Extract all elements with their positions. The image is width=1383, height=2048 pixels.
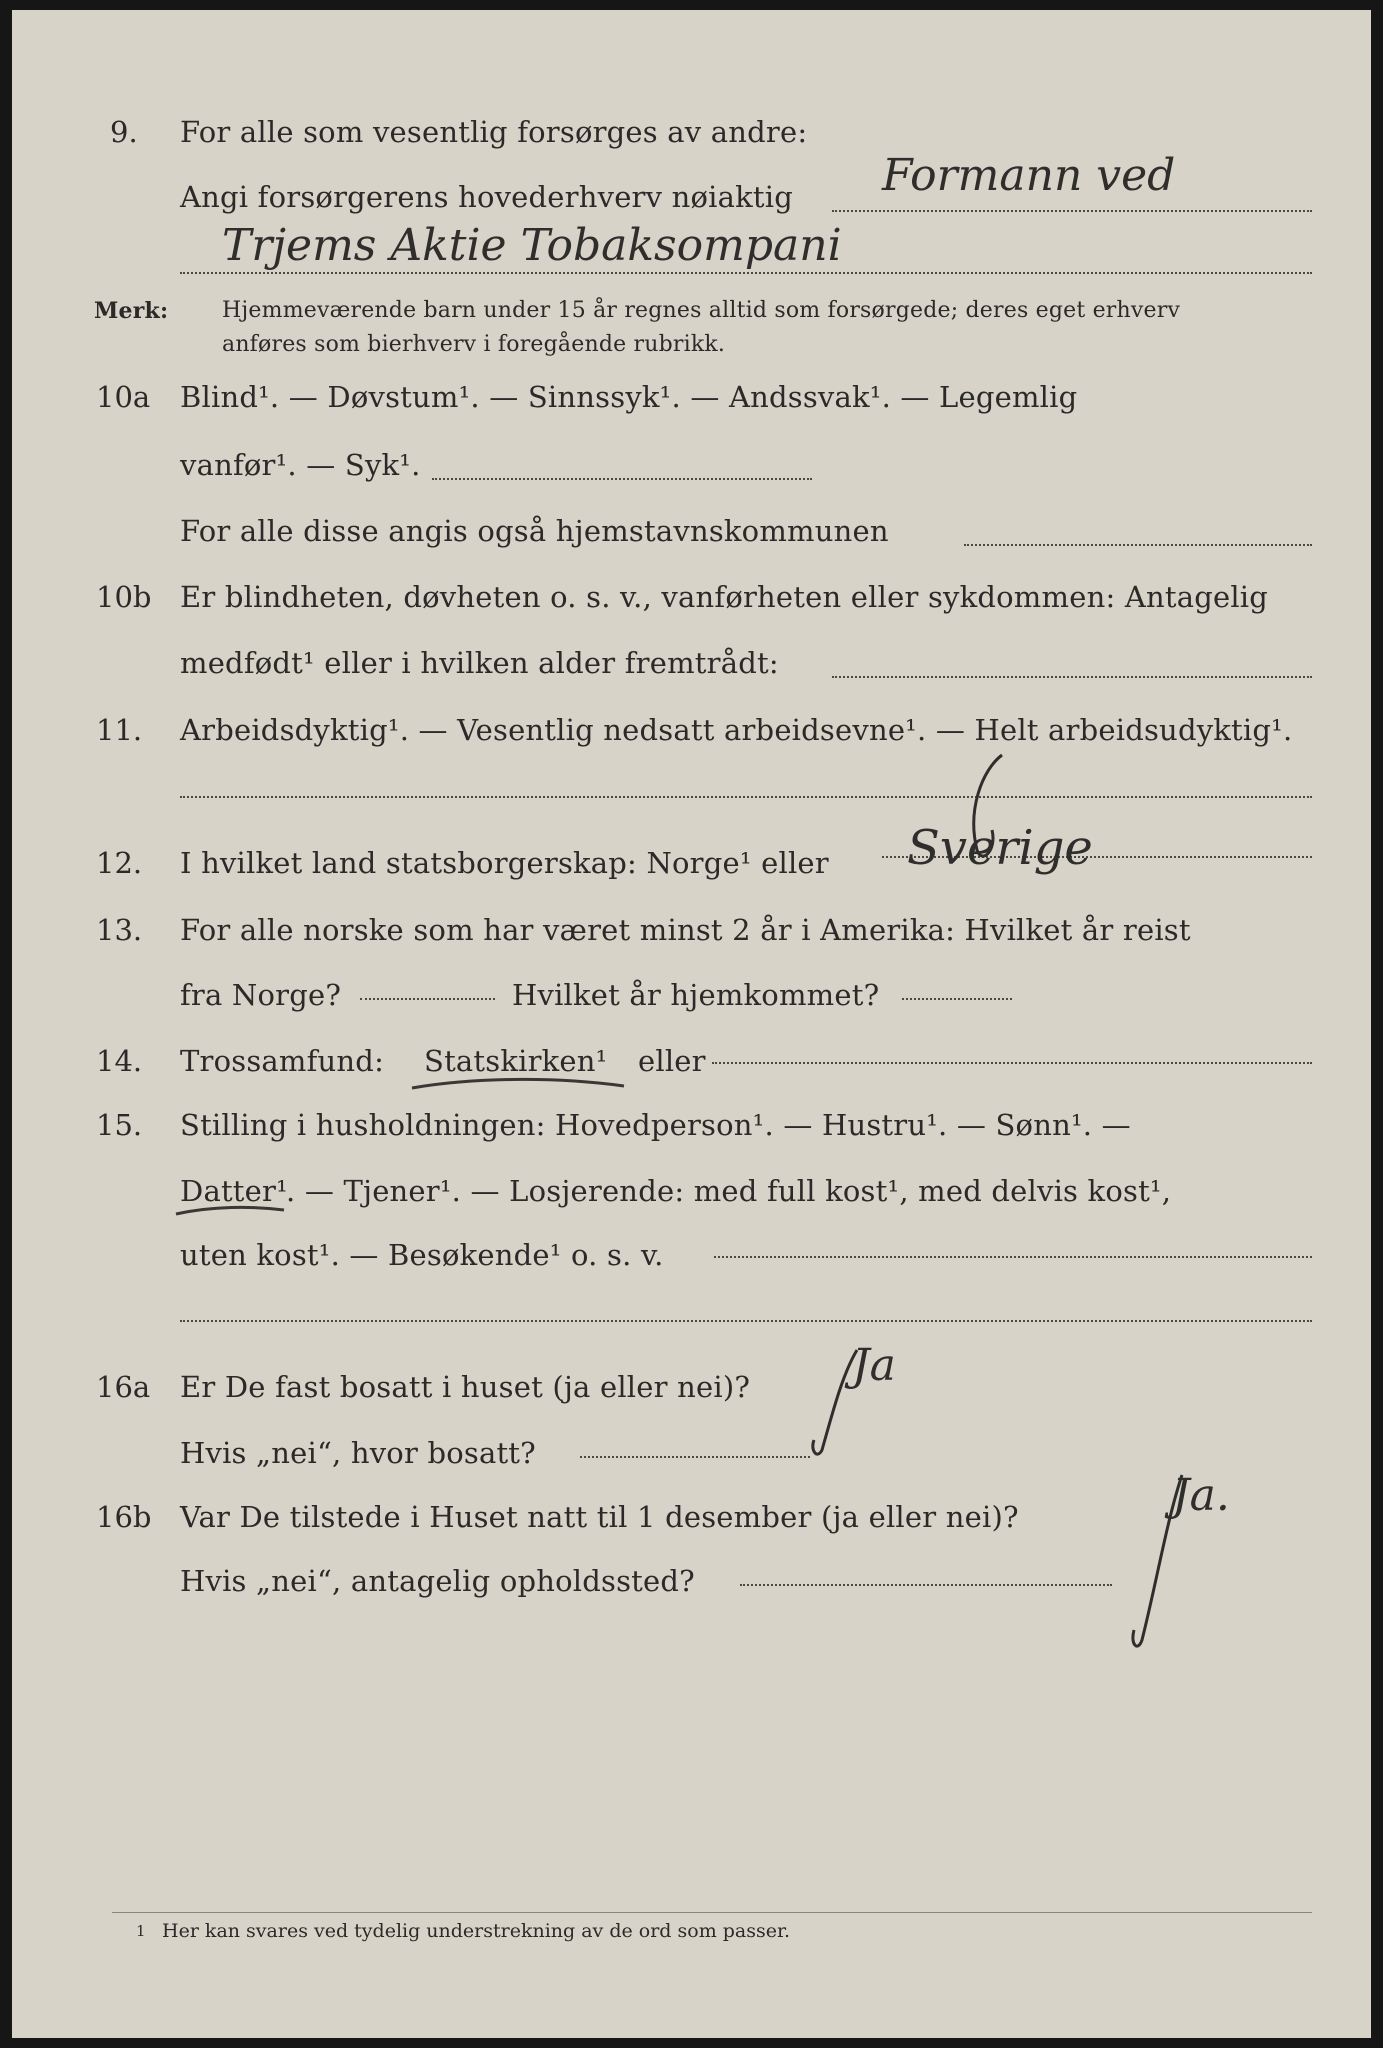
q13-line-1: For alle norske som har været minst 2 år i Amerika: Hvilket år reist xyxy=(180,913,1191,947)
footnote-divider xyxy=(112,1912,1312,1913)
q14-answer-line xyxy=(712,1062,1312,1064)
q15-line-1: Stilling i husholdningen: Hovedperson¹. — Hustru¹. — Sønn¹. — xyxy=(180,1108,1131,1142)
q14-number: 14. xyxy=(96,1044,143,1078)
q16a-answer-line xyxy=(580,1456,810,1458)
q10a-line-1: Blind¹. — Døvstum¹. — Sinnssyk¹. — Andssvak¹. — Legemlig xyxy=(180,380,1078,414)
q13-line-2a: fra Norge? xyxy=(180,978,342,1012)
q15-answer-line-1 xyxy=(714,1256,1312,1258)
q16b-number: 16b xyxy=(96,1500,152,1534)
q16b-handwritten-answer: Ja. xyxy=(1172,1470,1230,1521)
q16a-line-1: Er De fast bosatt i huset (ja eller nei)? xyxy=(180,1370,751,1404)
q16a-line-2: Hvis „nei“, hvor bosatt? xyxy=(180,1436,536,1470)
q16b-line-2: Hvis „nei“, antagelig opholdssted? xyxy=(180,1564,695,1598)
merk-line-1: Hjemmeværende barn under 15 år regnes alltid som forsørgede; deres eget erhverv xyxy=(222,298,1181,323)
census-form-page xyxy=(12,10,1371,2038)
q12-handwritten-answer: Sverige xyxy=(907,820,1093,876)
q13-answer-line-2 xyxy=(902,998,1012,1000)
q12-number: 12. xyxy=(96,846,143,880)
q16a-number: 16a xyxy=(96,1370,151,1404)
q13-answer-line-1 xyxy=(360,998,495,1000)
q10a-line-2: vanfør¹. — Syk¹. xyxy=(180,448,421,482)
q9-line-1: For alle som vesentlig forsørges av andre: xyxy=(180,115,808,149)
q14-statskirken: Statskirken¹ xyxy=(424,1044,608,1078)
merk-line-2: anføres som bierhverv i foregående rubrikk. xyxy=(222,332,726,357)
q10b-number: 10b xyxy=(96,580,152,614)
q16b-handwritten-stroke xyxy=(1112,1470,1192,1660)
q12-line-1: I hvilket land statsborgerskap: Norge¹ eller xyxy=(180,846,829,880)
q12-handwritten-stroke xyxy=(962,750,1022,870)
q9-answer-line-2 xyxy=(180,272,1312,274)
q13-number: 13. xyxy=(96,913,143,947)
q16b-line-1: Var De tilstede i Huset natt til 1 desember (ja eller nei)? xyxy=(180,1500,1019,1534)
q10a-answer-line-1 xyxy=(432,478,812,480)
q16a-handwritten-answer: Ja xyxy=(852,1340,896,1391)
q15-line-2: . — Tjener¹. — Losjerende: med full kost¹, med delvis kost¹, xyxy=(286,1174,1172,1208)
q9-number: 9. xyxy=(110,115,138,149)
q15-datter: Datter¹ xyxy=(180,1174,288,1208)
footnote-mark: 1 xyxy=(136,1922,146,1940)
q10b-line-1: Er blindheten, døvheten o. s. v., vanførheten eller sykdommen: Antagelig xyxy=(180,580,1269,614)
q10a-number: 10a xyxy=(96,380,151,414)
q9-handwritten-answer-1: Formann ved xyxy=(882,150,1176,201)
q15-line-3: uten kost¹. — Besøkende¹ o. s. v. xyxy=(180,1238,664,1272)
q15-underline xyxy=(172,1200,292,1224)
q9-line-2: Angi forsørgerens hovederhverv nøiaktig xyxy=(180,180,793,214)
q14-eller: eller xyxy=(638,1044,706,1078)
q10b-line-2: medfødt¹ eller i hvilken alder fremtrådt: xyxy=(180,646,779,680)
q9-answer-line-1 xyxy=(832,210,1312,212)
q16b-answer-line xyxy=(740,1584,1112,1586)
merk-label: Merk: xyxy=(94,298,169,324)
q10a-line-3: For alle disse angis også hjemstavnskommunen xyxy=(180,514,889,548)
q15-number: 15. xyxy=(96,1108,143,1142)
q11-line-1: Arbeidsdyktig¹. — Vesentlig nedsatt arbeidsevne¹. — Helt arbeidsudyktig¹. xyxy=(180,713,1293,747)
q16a-handwritten-stroke xyxy=(802,1345,872,1465)
q9-handwritten-answer-2: Trjems Aktie Tobaksompani xyxy=(222,220,842,271)
footnote-text: Her kan svares ved tydelig understrekning av de ord som passer. xyxy=(162,1920,791,1942)
q11-answer-line xyxy=(180,796,1312,798)
q13-line-2b: Hvilket år hjemkommet? xyxy=(512,978,880,1012)
q14-label: Trossamfund: xyxy=(180,1044,385,1078)
q10a-answer-line-2 xyxy=(964,544,1312,546)
q14-underline xyxy=(410,1070,630,1100)
q15-answer-line-2 xyxy=(180,1320,1312,1322)
q11-number: 11. xyxy=(96,713,143,747)
q10b-answer-line xyxy=(832,676,1312,678)
